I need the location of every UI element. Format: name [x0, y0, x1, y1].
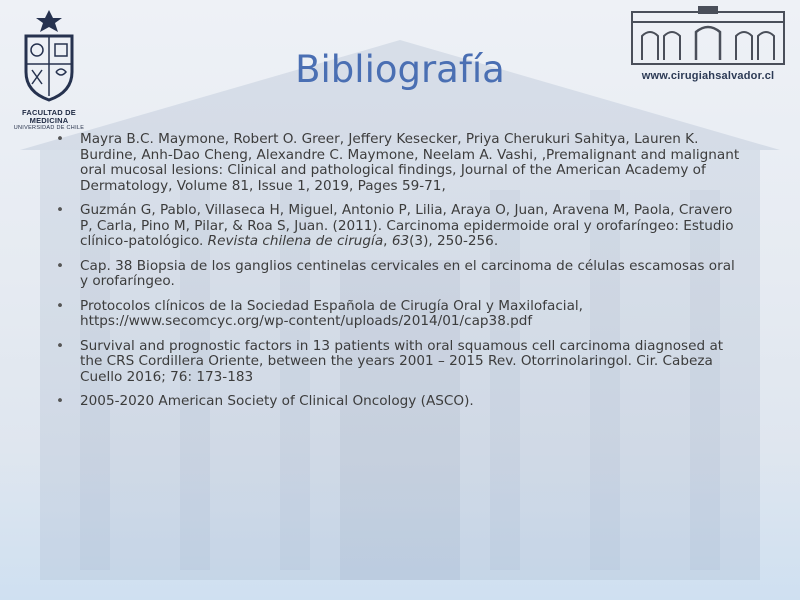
reference-list [54, 132, 744, 419]
faculty-name: FACULTAD DE MEDICINA [21, 108, 76, 125]
bullet-icon: • [56, 393, 65, 409]
bullet-icon: • [56, 202, 65, 218]
hospital-website: www.cirugiahsalvador.cl [641, 70, 775, 82]
university-name: UNIVERSIDAD DE CHILE [13, 125, 85, 131]
bullet-icon: • [56, 297, 65, 314]
reference-item: • Mayra B.C. Maymone, Robert O. Greer, Jeffery Kesecker, Priya Cherukuri Sahitya, Lauren K. Burdine, Anh-Dao Cheng, Alexandre C. Maymone, Neelam A. Vashi, ,Premalignant and malignant oral mucosal lesions: Clinical and pathological findings, Journal of the American Academy of Dermatology, Volume 81, Issue 1, 2019, Pages 59-71, [56, 131, 740, 194]
bullet-icon: • [56, 131, 65, 147]
bullet-icon: • [56, 257, 65, 274]
page-title: Bibliografía [295, 48, 505, 91]
bullet-icon: • [56, 337, 65, 354]
reference-item: • 2005-2020 American Society of Clinical Oncology (ASCO). [56, 393, 474, 409]
reference-item: • Guzmán G, Pablo, Villaseca H, Miguel, Antonio P, Lilia, Araya O, Juan, Aravena M, Paola, Cravero P, Carla, Pino M, Pilar, & Roa S, Juan. (2011). Carcinoma epidermoide oral y orofaríngeo: Estudio clínico-patológico. Revista chilena de cirugía, 63(3), 250-256. [56, 202, 734, 249]
journal-volume: 63 [391, 233, 410, 249]
reference-item: • Survival and prognostic factors in 13 patients with oral squamous cell carcinoma diagnosed at the CRS Cordillera Oriente, between the years 2001 – 2015 Rev. Otorrinolaringol. Cir. Cabeza Cuello 2016; 76: 173-183 [56, 337, 724, 385]
reference-item: • Cap. 38 Biopsia de los ganglios centinelas cervicales en el carcinoma de células escamosas oral y orofaríngeo. [56, 257, 735, 289]
reference-item: • Protocolos clínicos de la Sociedad Española de Cirugía Oral y Maxilofacial, https://www.secomcyc.org/wp-content/uploads/2014/01/cap38.pdf [56, 297, 584, 329]
journal-title: Revista chilena de cirugía [207, 233, 384, 249]
